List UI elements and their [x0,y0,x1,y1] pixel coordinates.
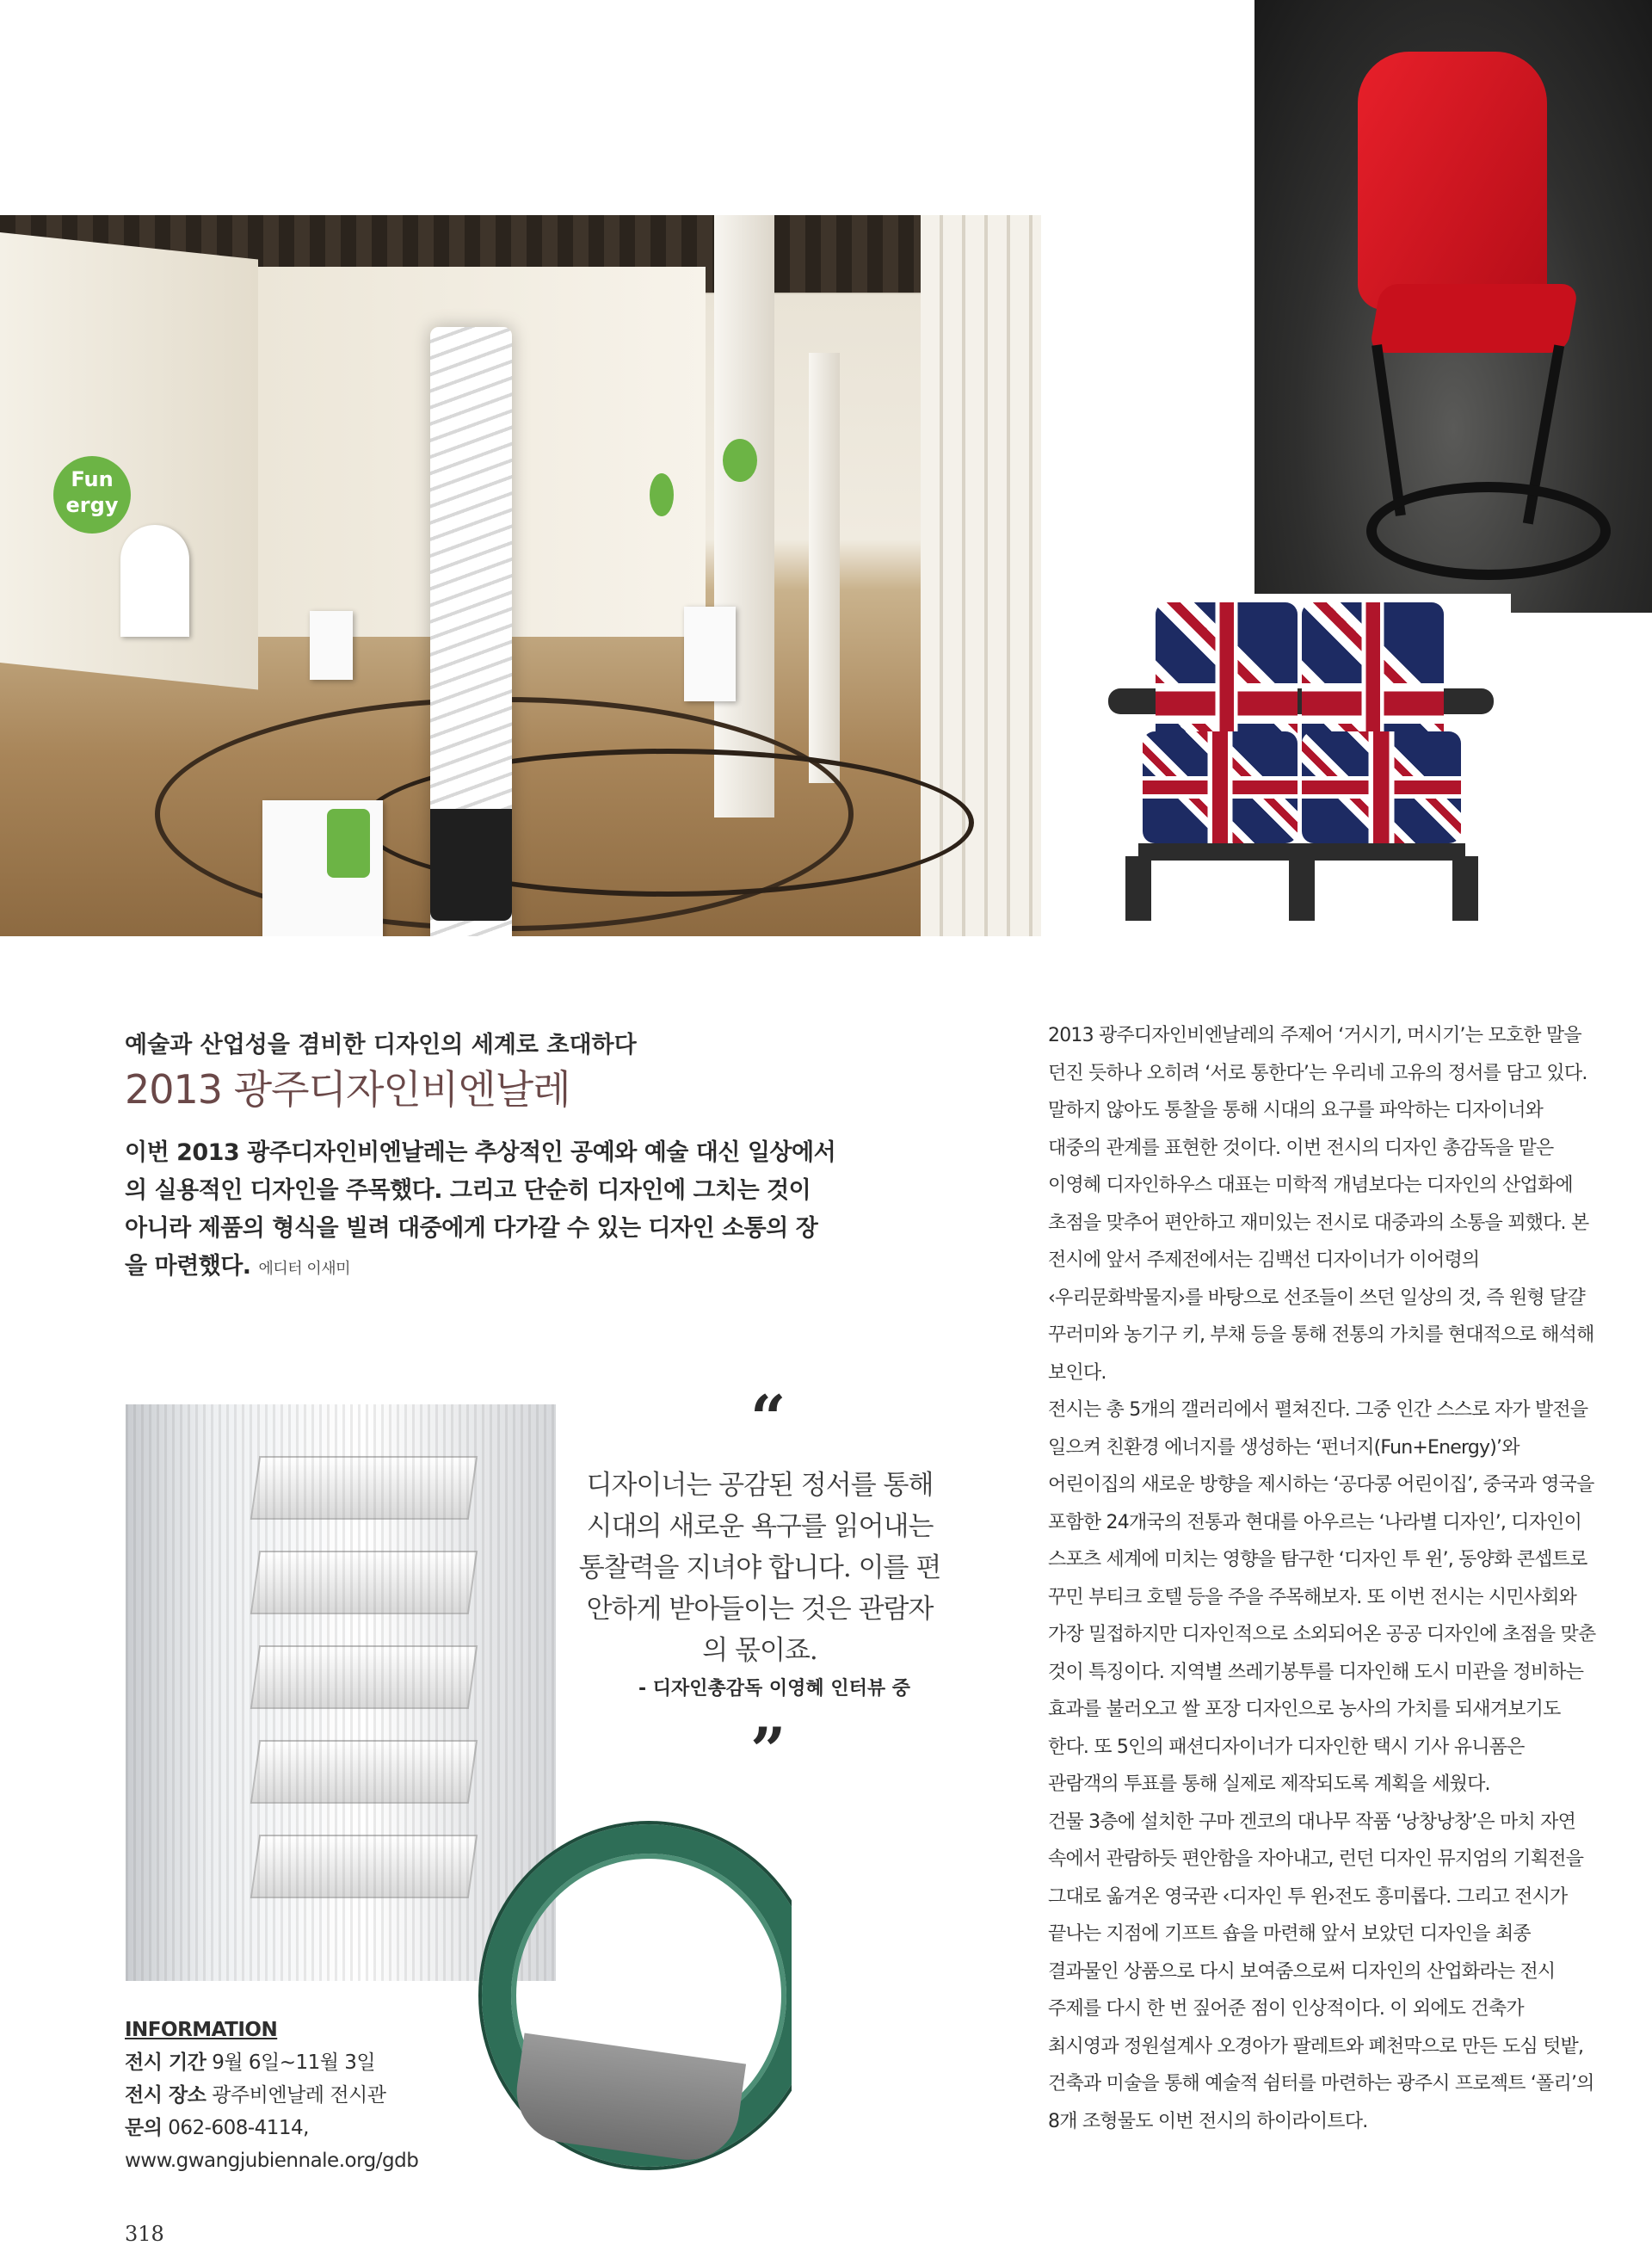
info-contact-label: 문의 [125,2117,163,2139]
info-url: www.gwangjubiennale.org/gdb [125,2150,419,2172]
union-jack-theater-seats-photo [1091,594,1511,938]
body-paragraph: 전시는 총 5개의 갤러리에서 펼쳐진다. 그중 인간 스스로 자가 발전을 일으켜 친환경 에너지를 생성하는 ‘펀너지(Fun+Energy)’와 어린이집의 새로운 방향을 제시하는 ‘공다콩 어린이집’, 중국과 영국을 포함한 24개국의 전통과 현대를 아우르는 ‘나라별 디자인’, 디자인이 스포츠 세계에 미치는 영향을 탐구한 ‘디자인 투 윈’, 동양화 콘셉트로 꾸민 부티크 호텔 등을 주을 주목해보자. 또 이번 전시는 시민사회와 가장 밀접하지만 디자인적으로 소외되어온 공공 디자인에 초점을 맞춘 것이 특징이다. 지역별 쓰레기봉투를 디자인해 도시 미관을 정비하는 효과를 불러오고 쌀 포장 디자인으로 농사의 가치를 되새겨보기도 한다. 또 5인의 패션디자이너가 디자인한 택시 기사 유니폼은 관람객의 투표를 통해 실제로 제작되도록 계획을 세웠다. [1048,1399,1596,1795]
info-period-value: 9월 6일~11월 3일 [212,2051,376,2074]
info-venue-value: 광주비엔날레 전시관 [212,2084,386,2107]
seat-cushion-left [1143,731,1298,843]
seat-leg [1289,856,1315,921]
editor-byline: 에디터 이새미 [258,1260,351,1278]
gallery-pillar [809,353,840,783]
page-number: 318 [125,2222,164,2246]
display-stand [120,525,189,637]
red-torso-chair-photo [1254,0,1652,613]
chair-torso-back [1358,52,1547,310]
pull-quote-text: 디자이너는 공감된 정서를 통해 시대의 새로운 욕구를 읽어내는 통찰력을 지녀야 합니다. 이를 편안하게 받아들이는 것은 관람자의 몫이죠. [578,1470,941,1666]
pull-quote-source: - 디자인총감독 이영혜 인터뷰 중 [638,1678,911,1700]
chair-leg [1372,344,1406,516]
article-subtitle: 예술과 산업성을 겸비한 디자인의 세계로 초대하다 [125,1032,637,1058]
article-lead [125,1134,839,1288]
info-period [125,2046,486,2079]
info-period-label: 전시 기간 [125,2051,206,2074]
column-base [430,809,512,921]
funergy-sign-small [723,439,757,482]
seat-leg [1452,856,1478,921]
article-title: 2013 광주디자인비엔날레 [125,1066,570,1113]
info-contact-value: 062-608-4114, [168,2117,309,2139]
info-contact [125,2112,486,2144]
seat-leg [1125,856,1151,921]
information-heading: INFORMATION [125,2019,278,2041]
quote-close-mark: ” [750,1713,786,1786]
funergy-sign: Fun ergy [53,456,131,534]
lead-text: 이번 2013 광주디자인비엔날레는 추상적인 공예와 예술 대신 일상에서의 실용적인 디자인을 주목했다. 그리고 단순히 디자인에 그치는 것이 아니라 제품의 형식을 빌려 대중에게 다가갈 수 있는 디자인 소통의 장을 마련했다. [125,1139,836,1280]
green-ring-chair-photo [465,1816,792,2177]
info-venue-label: 전시 장소 [125,2084,206,2107]
information-box [125,2014,486,2177]
gallery-exhibition-photo [0,215,1041,936]
funergy-panel [327,809,370,878]
body-paragraph: 건물 3층에 설치한 구마 겐코의 대나무 작품 ‘낭창낭창’은 마치 자연 속에서 관람하듯 편안함을 자아내고, 런던 디자인 뮤지엄의 기획전을 그대로 옮겨온 영국관 ‹디자인 투 윈›전도 흥미롭다. 그리고 전시가 끝나는 지점에 기프트 숍을 마련해 앞서 보았던 디자인을 최종 결과물인 상품으로 다시 보여줌으로써 디자인의 산업화라는 전시 주제를 다시 한 번 짚어준 점이 인상적이다. 이 외에도 건축가 최시영과 정원설계사 오경아가 팔레트와 폐천막으로 만든 도심 텃밭, 건축과 미술을 통해 예술적 쉼터를 마련하는 광주시 프로젝트 ‘폴리’의 8개 조형물도 이번 전시의 하이라이트다. [1048,1811,1594,2132]
display-pedestal [310,611,353,680]
body-paragraph: 2013 광주디자인비엔날레의 주제어 ‘거시기, 머시기’는 모호한 말을 던진 듯하나 오히려 ‘서로 통한다’는 우리네 고유의 정서를 담고 있다. 말하지 않아도 통찰을 통해 시대의 요구를 파악하는 디자이너와 대중의 관계를 표현한 것이다. 이번 전시의 디자인 총감독을 맡은 이영혜 디자인하우스 대표는 미학적 개념보다는 디자인의 산업화에 초점을 맞추어 편안하고 재미있는 전시로 대중과의 소통을 꾀했다. 본 전시에 앞서 주제전에서는 김백선 디자이너가 이어령의 ‹우리문화박물지›를 바탕으로 선조들이 쓰던 일상의 것, 즉 원형 달걀 꾸러미와 농기구 키, 부채 등을 통해 전통의 가치를 현대적으로 해석해 보인다. [1048,1025,1594,1384]
funergy-sign-small [650,473,674,516]
quote-open-mark: “ [750,1381,786,1454]
chair-base-ring [1366,482,1611,580]
display-pedestal [684,607,736,701]
chair-seat [1369,284,1579,353]
seat-cushion-right [1302,731,1461,843]
article-body [1048,1017,1599,2140]
info-venue [125,2079,486,2112]
